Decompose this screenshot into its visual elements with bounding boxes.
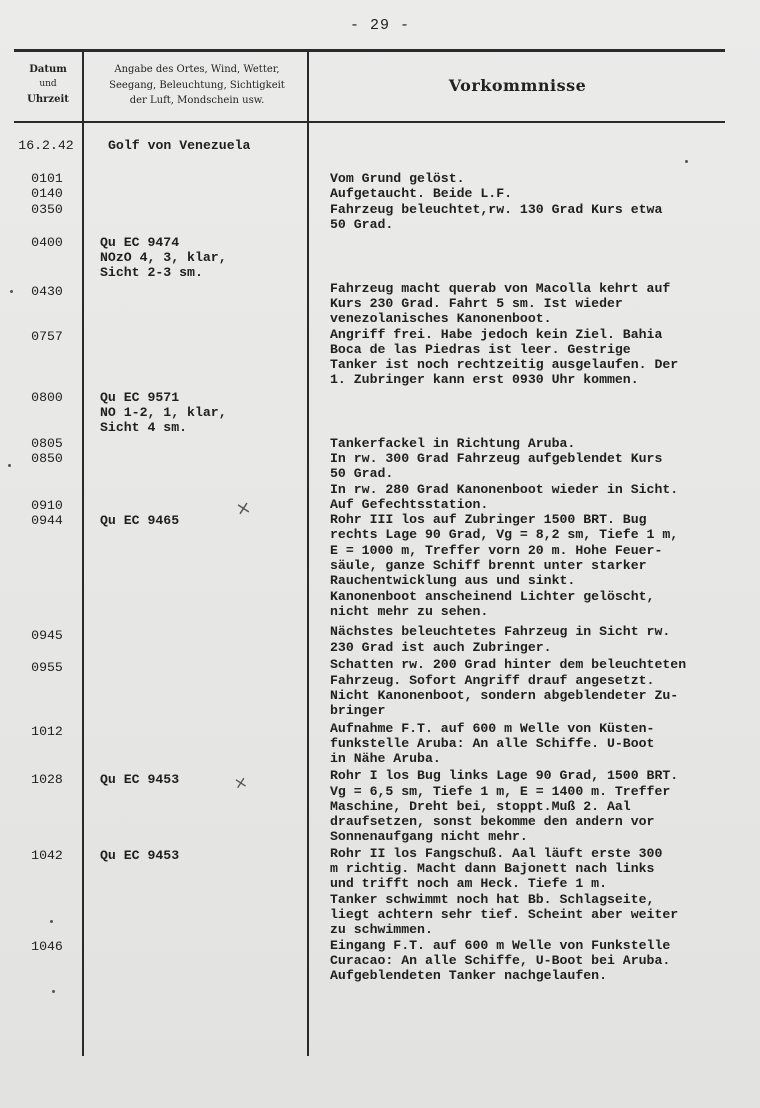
entry-event: Nächstes beleuchtetes Fahrzeug in Sicht rw. [330,624,671,639]
entry-time: 0805 [31,436,63,451]
entry-position: Sicht 4 sm. [100,420,188,435]
entry-event: Kanonenboot anscheinend Lichter gelöscht, [330,589,655,604]
entry-position: Qu EC 9474 [100,235,180,250]
paper-speck [52,990,55,993]
entry-event: nicht mehr zu sehen. [330,604,489,619]
column-divider-1 [82,52,84,1056]
paper-speck [10,290,13,293]
entry-event: Tanker schwimmt noch hat Bb. Schlagseite, [330,892,655,907]
entry-position: Golf von Venezuela [108,138,251,153]
entry-time: 0850 [31,451,63,466]
entry-event: Tanker ist noch rechtzeitig ausgelaufen. Der [330,357,679,372]
entry-event: venezolanisches Kanonenboot. [330,311,552,326]
entry-event: Eingang F.T. auf 600 m Welle von Funkstelle [330,938,671,953]
entry-time: 0140 [31,186,63,201]
entry-time: 0944 [31,513,63,528]
paper-speck [685,160,688,163]
entry-time: 1012 [31,724,63,739]
entry-time: 0800 [31,390,63,405]
entry-event: 50 Grad. [330,466,394,481]
entry-position: Qu EC 9453 [100,848,180,863]
pencil-cross-mark: × [232,771,250,794]
entry-event: Auf Gefechtsstation. [330,497,489,512]
entry-event: Vg = 6,5 sm, Tiefe 1 m, E = 1400 m. Treffer [330,784,671,799]
header-datum-line: und [39,79,57,89]
paper-speck [8,464,11,467]
entry-event: Vom Grund gelöst. [330,171,465,186]
header-vorkommnisse: Vorkommnisse [448,76,587,95]
column-divider-2 [307,52,309,1056]
entry-event: Maschine, Dreht bei, stoppt.Muß 2. Aal [330,799,631,814]
header-angabe-line: der Luft, Mondschein usw. [129,95,265,106]
entry-event: Fahrzeug beleuchtet,rw. 130 Grad Kurs etwa [330,202,663,217]
entry-event: zu schwimmen. [330,922,433,937]
entry-time: 1028 [31,772,63,787]
entry-event: In rw. 300 Grad Fahrzeug aufgeblendet Kurs [330,451,663,466]
entry-time: 16.2.42 [18,138,74,153]
entry-event: E = 1000 m, Treffer vorn 20 m. Hohe Feuer- [330,543,663,558]
page-number: - 29 - [349,17,410,34]
entry-event: funkstelle Aruba: An alle Schiffe. U-Boot [330,736,655,751]
entry-event: Fahrzeug macht querab von Macolla kehrt auf [330,281,671,296]
entry-event: Sonnenaufgang nicht mehr. [330,829,528,844]
header-datum [17,62,79,107]
entry-event: m richtig. Macht dann Bajonett nach links [330,861,655,876]
header-top-rule [14,49,725,52]
entry-event: Rauchentwicklung aus und sinkt. [330,573,576,588]
entry-event: und trifft noch am Heck. Tiefe 1 m. [330,876,607,891]
entry-event: säule, ganze Schiff brennt unter starker [330,558,647,573]
entry-event: Tankerfackel in Richtung Aruba. [330,436,576,451]
entry-time: 1046 [31,939,63,954]
entry-event: Rohr III los auf Zubringer 1500 BRT. Bug [330,512,647,527]
entry-event: bringer [330,703,386,718]
entry-time: 0430 [31,284,63,299]
header-bottom-rule [14,121,725,123]
entry-event: Angriff frei. Habe jedoch kein Ziel. Bahia [330,327,663,342]
entry-event: Aufgeblendeten Tanker nachgelaufen. [330,968,607,983]
entry-event: rechts Lage 90 Grad, Vg = 8,2 sm, Tiefe 1 m, [330,527,679,542]
entry-event: liegt achtern sehr tief. Scheint aber weiter [330,907,679,922]
entry-time: 0945 [31,628,63,643]
entry-time: 0350 [31,202,63,217]
pencil-cross-mark: × [233,496,254,521]
entry-event: Boca de las Piedras ist leer. Gestrige [330,342,631,357]
entry-event: Aufnahme F.T. auf 600 m Welle von Küsten- [330,721,655,736]
entry-event: Nicht Kanonenboot, sondern abgeblendeter Zu- [330,688,679,703]
header-datum-line: Datum [29,64,67,75]
entry-time: 0757 [31,329,63,344]
entry-event: draufsetzen, sonst bekomme den andern vor [330,814,655,829]
entry-position: NO 1-2, 1, klar, [100,405,227,420]
entry-position: Sicht 2-3 sm. [100,265,203,280]
entry-position: Qu EC 9571 [100,390,180,405]
entry-event: 230 Grad ist auch Zubringer. [330,640,552,655]
entry-event: in Nähe Aruba. [330,751,441,766]
entry-position: Qu EC 9453 [100,772,180,787]
entry-time: 0101 [31,171,63,186]
paper-speck [50,920,53,923]
header-angabe [86,62,308,109]
entry-time: 0910 [31,498,63,513]
entry-event: Aufgetaucht. Beide L.F. [330,186,513,201]
entry-event: Rohr I los Bug links Lage 90 Grad, 1500 BRT. [330,768,679,783]
entry-event: Curacao: An alle Schiffe, U-Boot bei Aruba. [330,953,671,968]
entry-event: 1. Zubringer kann erst 0930 Uhr kommen. [330,372,639,387]
entry-event: 50 Grad. [330,217,394,232]
entry-time: 1042 [31,848,63,863]
entry-event: In rw. 280 Grad Kanonenboot wieder in Sicht. [330,482,679,497]
entry-event: Kurs 230 Grad. Fahrt 5 sm. Ist wieder [330,296,623,311]
header-datum-line: Uhrzeit [27,94,69,105]
entry-position: NOzO 4, 3, klar, [100,250,227,265]
entry-position: Qu EC 9465 [100,513,180,528]
entry-event: Schatten rw. 200 Grad hinter dem beleuchteten [330,657,687,672]
header-angabe-line: Angabe des Ortes, Wind, Wetter, [114,64,280,75]
entry-time: 0400 [31,235,63,250]
entry-event: Fahrzeug. Sofort Angriff drauf angesetzt. [330,673,655,688]
header-angabe-line: Seegang, Beleuchtung, Sichtigkeit [109,79,285,91]
entry-event: Rohr II los Fangschuß. Aal läuft erste 300 [330,846,663,861]
entry-time: 0955 [31,660,63,675]
